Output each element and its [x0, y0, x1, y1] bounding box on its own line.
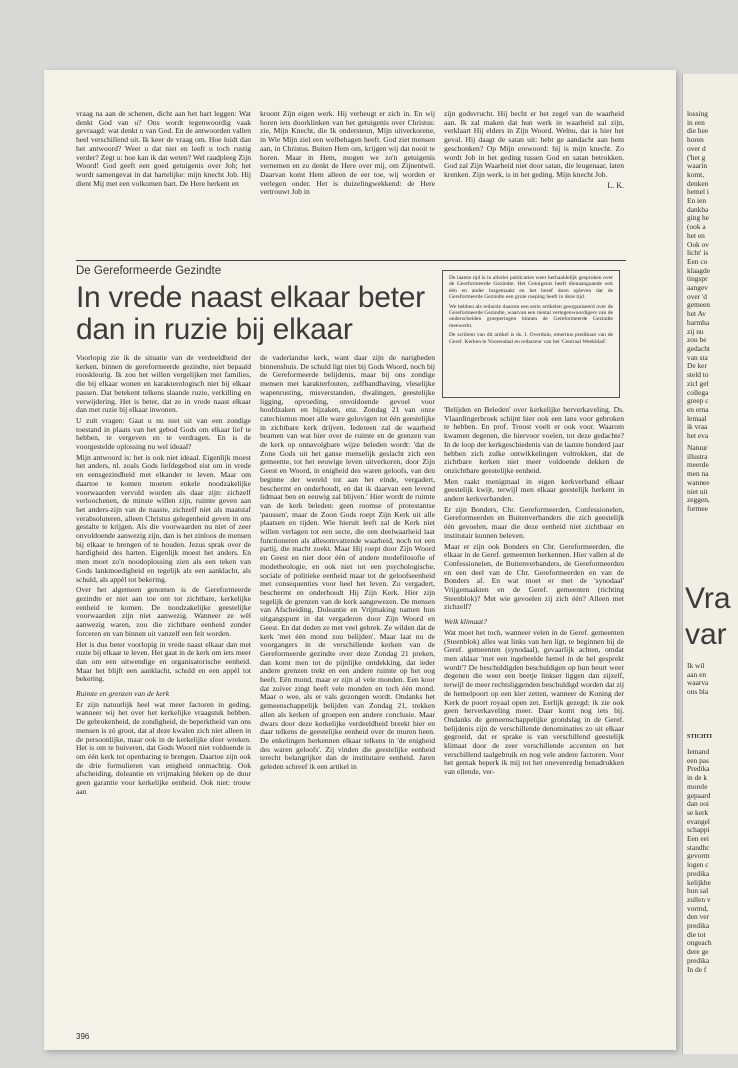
article-headline: In vrede naast elkaar beter dan in ruzie bij elkaar [76, 281, 425, 346]
right-column-line: collega [687, 387, 709, 397]
paragraph: Er zijn natuurlijk heel wat meer factoren in geding, wanneer wij het over het kerkelijke vraagstuk hebben. De gebrokenheid, de zondigheid, de beperktheid van ons mensen is zó groot, dat al deze kwalen zich niet alleen in de persoonlijke, maar ook in de kerkelijke sfeer wreken. Het is om te huiveren, dat Gods Woord niet voldoende is om één kerk tot openbaring te brengen. Daartoe zijn ook de drie formulieren van enigheid onmachtig. Ook afscheiding, doleantie en vrijmaking bleken op de duur geen garantie voor kerkelijke eenheid. Ook niet: trouw aan [76, 699, 251, 796]
right-column-line: illustra [687, 451, 708, 461]
section-divider [76, 260, 626, 261]
paragraph: Wat moet het toch, wanneer velen in de Geref. gemeenten (Steenblok) alles wat links van hen ligt, te beginnen bij de Geref. gemeenten (synodaal), gevaarlijk achten, omdat men aldaar 'met een ingebeelde hemel in de hel gesprekt wordt'? De beschuldigden beschuldigen op hun beurt weer degenen die weer een beetje linkser liggen dan zijzelf, terwijl de meer rechtsliggenden beschuldigd worden dat zij de hemelpoort op een kier zetten, wanneer de Koning der Kerk de poort royaal open zet. Eerlijk gezegd: ik zie ook geen herverkaveling meer. Daar komt nog iets bij. Ondanks de gemeenschappelijke grondslag in de Geref. belijdenis zijn de verschillende denominaties zo uit elkaar gegroeid, dat er sprake is van verschillend geestelijk klimaat door de zeer verschillende accenten en het verschillend taalgebruik en nog vele andere factoren. Voor het gemak beperk ik mij tot het onevenredig benadrukken van ellende, ver- [444, 627, 624, 777]
right-column-low [687, 662, 708, 697]
right-column-line: (ook a [687, 222, 706, 232]
right-column-line: niet uit [687, 486, 708, 496]
page-number: 396 [76, 1032, 90, 1041]
right-column-line: schappi [687, 825, 710, 835]
paragraph: 'Belijden en Beleden' over kerkelijke herverkaveling. Ds. Vlaardingerbroek schijnt hier ook een lans voor gebroken te hebben. En prof. Troost voelt er ook voor. Waarom kwamen degenen, die hiervoor voelen, tot deze gedachte? In de loop der kerkgeschiedenis van de laatste honderd jaar hebben zich zulke ontwikkelingen voltrokken, dat de zichtbare kerken niet meer voldoende dekken de onzichtbare geestelijke eenheid. [444, 406, 624, 475]
right-column-line: in de k [687, 773, 708, 783]
right-column-line: en erna [687, 404, 709, 414]
right-column-line: gepaard [687, 790, 711, 800]
right-column-line: morele [687, 781, 708, 791]
right-column-line: gevorm [687, 851, 710, 861]
right-headline-fragment-1: Vra [685, 582, 731, 615]
right-column-line: Natuur [687, 443, 708, 452]
top-column-3 [444, 110, 624, 260]
right-column-line: ik vraa [687, 422, 708, 432]
right-column-line: Iemand [687, 747, 710, 756]
right-column-line: hemel i [687, 187, 709, 197]
info-paragraph: We hebben als redactie daarom een serie artikelen georganiseerd over de Gereformeerde Gezindte, waarvan een tiental vertegenwoordigers van de onderscheiden groeperingen binnen de Gereformeerde Gezindte meewerkt. [449, 303, 613, 329]
right-column-line: ongeach [687, 938, 712, 948]
right-column-line: die tot [687, 929, 706, 939]
right-column-line: zeggen, [687, 495, 710, 505]
right-small-heading: STICHTI [687, 734, 713, 740]
right-column-middle [687, 444, 710, 514]
right-column-line: waarva [687, 678, 709, 688]
right-column-line: een pas [687, 755, 709, 765]
right-column-line: De ker [687, 361, 707, 371]
right-column-line: zij nu [687, 326, 704, 336]
right-column-line: aangev [687, 283, 708, 293]
right-column-line: hun sal [687, 886, 709, 896]
right-column-line: zullen v [687, 894, 711, 904]
editorial-info-box [442, 270, 620, 398]
article-kicker: De Gereformeerde Gezindte [76, 265, 222, 277]
right-column-line: Een co [687, 256, 708, 266]
right-column-line: licht' is [687, 248, 709, 258]
info-paragraph: De laatste tijd is in allerlei publicaties weer herhaaldelijk gesproken over de Gereformeerde Gezindte. Het Getuigenis heeft dienaangaande ook één en ander losgemaakt en het besef doen opleven dat de Gereformeerde Gezindte een grote roeping heeft in deze tijd. [449, 275, 613, 301]
right-column-line: het en [687, 230, 705, 240]
right-column-line: die hee [687, 126, 709, 136]
right-column-line: vormd, [687, 903, 709, 913]
right-column-line: steld to [687, 370, 709, 380]
right-column-line: predika [687, 955, 710, 965]
author-signature: L. K. [607, 180, 624, 190]
subheading: Welk klimaat? [444, 617, 487, 627]
right-column-line: predika [687, 868, 710, 878]
right-column-line: logen c [687, 860, 709, 870]
right-column-line: Predika [687, 764, 710, 774]
right-column-line: wannee [687, 477, 710, 487]
right-column-line: greep c [687, 396, 709, 406]
right-column-line: klaagde [687, 265, 710, 275]
right-column-line: predika [687, 921, 710, 931]
right-column-line: ('het g [687, 152, 706, 162]
right-column-line: ging he [687, 213, 709, 223]
right-headline-fragment-2: var [685, 618, 727, 651]
right-column-line: komt, [687, 169, 705, 179]
article-column-1 [76, 354, 251, 1014]
right-column-line: gedacht [687, 343, 710, 353]
right-column-line: standhc [687, 842, 710, 852]
paragraph: Voorlopig zie ik de situatie van de verdeeldheid der kerken, binnen de gereformeerde gezindte, niet bepaald rooskleurig. Ik zou het willen vergelijken met families, die bij elkaar wonen en karakterologisch niet bij elkaar passen. Dat betekent telkens slaande ruzie, verkilling en verwijdering. Het is beter, dat ze in vrede naast elkaar dan met ruzie bij elkaar inwonen. [76, 354, 251, 415]
right-column-top [687, 110, 710, 441]
right-column-line: lossing [687, 109, 708, 118]
article-column-2 [260, 354, 435, 1014]
right-column-line: dankba [687, 204, 709, 214]
paragraph: Men raakt menigmaal in eigen kerkverband elkaar geestelijk kwijt, terwijl men elkaar geestelijk herkent in andere kerkverbanden. [444, 476, 624, 504]
right-column-line: in een [687, 117, 705, 127]
paragraph: U zult vragen: Gaat u nu niet uit van een zondige toestand in plaats van het gebod Gods om elkaar lief te hebben, te vergeven en te verdragen. En is de voorgestelde oplossing nu wel ideaal? [76, 415, 251, 452]
right-column-line: het eva [687, 431, 709, 441]
right-column-line: men na [687, 469, 709, 479]
right-column-line: waarin [687, 161, 708, 171]
paragraph: de vaderlandse kerk, want daar zijn de narigheden binnenshuis. De schuld ligt niet bij Gods Woord, noch bij de Gereformeerde belijdenis, maar bij ons zondige mensen met karakterfouten, zelfhandhaving, vleselijke wapenrusting, misverstanden, dwalingen, geestelijke ligging, opvoeding, onvoldoende gevoel voor hoofdzaken en bijzaken, enz. Zondag 21 van onze catechismus moet alle ware gelovigen tot één geestelijke in zichtbare kerk drijven. Iedereen zal de waarheid beamen van wat hier over de ruimte en de grenzen van de kerk op onnavolgbare wijze beleden wordt: 'dat de Zone Gods uit het ganse menselijk geslacht zich een gemeente, tot het eeuwige leven uitverkoren, door Zijn Geest en Woord, in enigheid des waren geloofs, van den beginne der wereld tot aan het einde, vergadert, beschermt en onderhoudt, en dat ik daarvan een levend lidmaat ben en eeuwig zal blijven.' Hier wordt de ruimte van de kerk beleden: geen roomse of protestantse 'paussen', maar de Zoon Gods roept Zijn Kerk uit alle plaatsen en tijden. Wie hieruit leeft zal de Kerk niet willen verlagen tot een secte, die een deelwaarheid laat functioneren als allesomvattende waarheid, noch tot een partij, die macht zoekt. Maar Hij roept door Zijn Woord en Geest en niet door één of andere modefilosofie of modetheologie, en ook niet tot een psychologische, sociale of politieke eenheid maar tot de geloofseenheid met consequenties voor heel het leven. Zo vergadert, beschermt en onderhoudt Hij Zijn Kerk. Hier zijn tegelijk de grenzen van de kerk aangewezen. De mensen van Afscheiding, Doleantie en Vrijmaking namen hun uitgangspunt in dat vergaderen door Zijn Woord en Geest. En dat deden ze met veel gebrek. Ze wilden dat de kerk 'met één mond zou belijden'. Maar laat nu de voorgangers in de verschillende kerken van de Gereformeerde gezindte over deze Zondag 21 preken, dan komt men tot de pijnlijke ontdekking, dat ieder andere grenzen trekt en een andere ruimte op het oog heeft. Eén mond, maar er zijn al vele monden. Een koor dat zuiver zingt heeft vele monden en toch één mond. Maar o wee, als er vals gezongen wordt. Ondanks het gemeenschappelijk belijden van Zondag 21, trekken allen als kerken of groepen een andere conclusie. Maar dwars door deze kerkelijke verdeeldheid breekt hier en daar telkens de geestelijke eenheid over de muren heen. De enkelingen herkennen elkaar telkens in 'de enigheid des waren geloofs'. Zij vinden die geestelijke eenheid terecht belangrijker dan de institutaire eenheid. Jaren geleden schreef ik een artikel in [260, 354, 435, 772]
article-column-3 [444, 406, 624, 1014]
top-column-2: kroont Zijn eigen werk. Hij verheugt er zich in. En wij horen iets doorklinken van het getuigenis over Christus: zie, Mijn Knecht, die Ik ondersteun, Mijn uitverkorene, in Wie Mijn ziel een welbehagen heeft. God ziet mensen aan, in Christus. Buiten Hem om, krijgen wij dat nooit te horen. Maar in Hem, mogen we zo'n getuigenis vernemen en zo denkt de Here over mij, om Zijnentwil. Daarvan komt Hem alleen de eer toe, wij worden er verlegen onder. Het is duizelingwekkend: de Here vertrouwt Job in [260, 110, 435, 197]
right-column-line: Ook ov [687, 239, 709, 249]
right-column-line: barmha [687, 317, 710, 327]
right-column-line: het Av [687, 309, 706, 319]
right-column-line: horen [687, 135, 704, 145]
info-paragraph: De scribent van dit artikel is ds. J. Overduin, emeritus predikant van de Geref. Kerken te Voorendaal en redacteur van het 'Centraal Weekblad'. [449, 332, 613, 345]
right-column-line: Een eei [687, 834, 709, 844]
right-column-line: denken [687, 178, 709, 188]
right-column-line: den ver [687, 912, 709, 922]
right-column-line: kelijkhe [687, 877, 711, 887]
right-column-line: zou be [687, 335, 707, 345]
right-column-line: aan en [687, 669, 707, 679]
right-column-line: Ik wil [687, 661, 705, 670]
right-column-line: ons bla [687, 687, 709, 697]
right-column-line: over 'd [687, 291, 708, 301]
magazine-page-right-edge [682, 74, 738, 1054]
right-column-line: dan ooi [687, 799, 709, 809]
paragraph: Over het algemeen genomen is de Gereformeerde gezindte er niet aan toe om tot zichtbare, kerkelijke eenheid te komen. De noodzakelijke geestelijke voorwaarden zijn niet aanwezig. Wanneer ze wèl aanwezig waren, zou die zichtbare eenheid zonder forceren en van binnen uit vanzelf een feit worden. [76, 585, 251, 638]
right-column-line: over d [687, 143, 706, 153]
paragraph: Er zijn Bonders, Chr. Gereformeerden, Confessionelen, Gereformeerden en Buitenverbanders die zich geestelijk één gevoelen, maar die deze eenheid niet zichtbaar en institutair kunnen beleven. [444, 504, 624, 540]
right-column-line: En ien [687, 196, 707, 206]
right-column-line: In de f [687, 964, 707, 974]
top-column-3-text: zijn godsvrucht. Hij hecht er het zegel van de waarheid aan. Ik zal maken dat hun werk in waarheid zal zijn, verklaart Hij elders in Zijn Woord. Welnu, dat is hier het geval. Hij daagt de satan uit: hebt ge aandacht aan hem geschonken? Op Mijn erewoord: hij is mijn knecht. Zo wordt Job in het geding tussen God en satan betrokken. God zal Zijn Waarheid niet door satan, die leugenaar, laten krenken. Zijn werk, is in het geding. Mijn knecht Job. [444, 110, 624, 179]
right-column-line: se kerk [687, 807, 709, 817]
subheading: Ruimte en grenzen van de kerk [76, 689, 170, 699]
right-column-line: tingspr [687, 274, 708, 284]
right-column-line: zicl gel [687, 378, 709, 388]
paragraph: Maar er zijn ook Bonders en Chr. Gereformeerden, die elkaar in de Geref. gemeenten herkennen. Hier vallen al de Confessionelen, de Buitenverbanders, de Gereformeerden en een deel van de Chr. Gereformeerden en van de Bonders af. En wat moet er met de 'synodaal' Vrijgemaakten en de Geref. gemeenten (richting Steenblok)? Met wie gevoelen zij zich één? Alleen met zichzelf? [444, 541, 624, 612]
right-column-line: dere ge [687, 947, 709, 957]
paragraph: Mijn antwoord is: het is ook niet ideaal. Eigenlijk moest het anders, nl. zoals Gods liefdegebod eist om in vrede en eensgezindheid met elkander te leven. Maar om daartoe te komen moeten enkele noodzakelijke voorwaarden vervuld worden als daar zijn: zichzelf verloochenen, de minste willen zijn, ruimte geven aan het anders-zijn van de naaste, zichzelf niet als maatstaf verabsoluteren, alleen Christus gelegenheid geven in ons gestalte te krijgen. Als die voorwaarden nu niet of zeer onvoldoende aanwezig zijn, dan is het zinloos de mensen bij elkaar te brengen of te houden. Jezus sprak over de hardigheid des harten. Eigenlijk moest het anders. En men moet zo'n noodoplossing zien als een teken van Gods lankmoedigheid en tegelijk als een aanklacht, als schuld, als appèl tot bekering. [76, 452, 251, 584]
right-column-line: gemeen [687, 300, 710, 310]
right-column-bottom [687, 748, 712, 974]
right-column-line: van sta [687, 352, 708, 362]
right-column-line: formee [687, 503, 708, 513]
top-column-1: vraag na aan de schenen, dicht aan het hart leggen: Wat denkt God van u? Ons wordt tegenwoordig vaak gevraagd: wat denkt u van God. En de antwoorden vallen heel verschillend uit. Ik keer de vraag om. Hoe luidt dan het antwoord? Weet u dat niet en leeft u toch rustig verder? Zegt u: hoe kan ik dat weten? Wel raadpleeg Zijn Woord! God geeft een goed getuigenis over Job; het wordt samengevat in dat hartelijke: mijn knecht Job. Hij dient Mij met een volkomen hart. De Here herkent en [76, 110, 251, 188]
right-column-line: lemaal [687, 413, 707, 423]
right-column-line: meerde [687, 460, 709, 470]
paragraph: Het is dus beter voorlopig in vrede naast elkaar dan met ruzie bij elkaar te leven. Het gaat in de kerk om iets meer dan om een uitwendige en organisatorische eenheid. Maar het blijft een aanklacht, schuld en een appèl tot bekering. [76, 639, 251, 684]
magazine-page-left [44, 70, 676, 1050]
right-column-line: evangel [687, 816, 710, 826]
